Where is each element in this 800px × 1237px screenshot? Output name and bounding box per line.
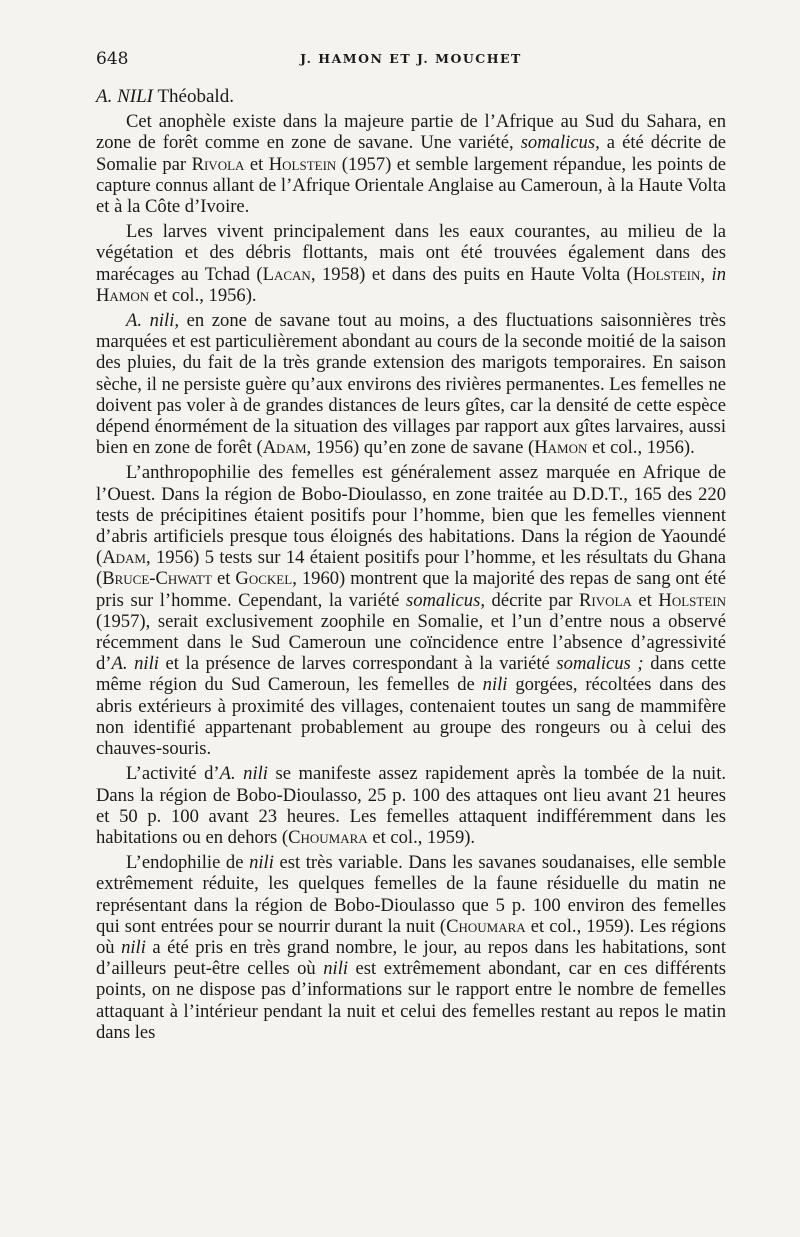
author-name: Holstein [658,589,726,611]
paragraph-endophily [96,852,726,1043]
text: , 1956) qu’en zone de savane ( [306,437,535,459]
italic-term: nili [249,852,274,874]
paragraph-distribution [96,111,726,217]
italic-term: A. nili [219,763,268,785]
author-name: Choumara [446,915,526,937]
text: et [631,589,659,611]
section-genus: A. [96,86,113,107]
page-number: 648 [96,49,129,69]
article-body [96,86,726,1047]
text: décrite par [484,589,579,611]
text: , 1958) et dans des puits en Haute Volta ( [310,263,633,285]
text: , [700,263,712,285]
author-name: Lacan [262,263,311,285]
text: , 1956) 5 tests sur 14 étaient positifs pour l’homme, et les résultats du Ghana ( [96,547,726,590]
author-name: Choumara [288,826,368,848]
italic-term: somalicus, [405,589,485,611]
text: (1957) et semble largement répandue, les points de capture connus allant de l’Afrique Orientale Anglaise au Cameroun, à la Haute Volta et à la Côte d’Ivoire. [96,153,726,218]
text: en zone de savane tout au moins, a des fluctuations saisonnières très marquées et est particulièrement abondant au cours de la seconde moitié de la saison des pluies, du fait de la très grande extension des marigots temporaires. En saison sèche, il ne persiste guère qu’aux environs des rivières permanentes. Les femelles ne doivent pas voler à de grandes distances de leurs gîtes, car la densité de cette espèce dépend énormément de la situation des villages par rapport aux gîtes larvaires, aussi bien en zone de forêt ( [96,310,726,459]
text: se manifeste assez rapidement après la tombée de la nuit. Dans la région de Bobo-Dioulasso, 25 p. 100 des attaques ont lieu avant 21 heures et 50 p. 100 avant 23 heures. Les femelles attaquent indifféremment dans les habitations ou en dehors ( [96,763,727,848]
italic-term: somalicus, [520,132,600,154]
author-name: Holstein [268,153,337,175]
section-title [96,86,726,107]
text: L’endophilie de [126,852,250,874]
text: Les larves vivent principalement dans les eaux courantes, au milieu de la végétation et des débris flottants, mais ont été trouvées également dans des marécages au Tchad ( [96,221,726,285]
italic-term: in [711,263,727,285]
author-name: Rivola [579,589,632,611]
text: a été décrite de Somalie par [96,132,726,175]
text: gorgées, récoltées dans des abris extérieurs à proximité des villages, contenaient toutes un sang de mammifère non identifié appartenant probablement au groupe des rongeurs ou à celui des chauves-souris. [96,674,726,760]
italic-term: A. nili, [126,310,180,332]
author-name: Hamon [96,284,150,306]
author-name: Hamon [534,437,588,459]
paragraph-larvae [96,221,726,306]
text: Cet anophèle existe dans la majeure partie de l’Afrique au Sud du Sahara, en zone de forêt comme en zone de savane. Une variété, [96,111,726,154]
author-name: Adam [102,547,146,569]
text: et col., 1959). Les régions où [96,915,726,958]
text: L’activité d’ [126,763,220,785]
text: est extrêmement abondant, car en ces différents points, on ne dispose pas d’informations sur le rapport entre le nombre de femelles attaquant à l’intérieur pendant la nuit et celui des femelles restant au repos le matin dans les [96,958,726,1043]
section-species: NILI [117,86,154,107]
text: , 1960) montrent que la majorité des repas de sang ont été pris sur l’homme. Cependant, la variété [96,568,727,611]
page-header [96,49,726,71]
text: et col., 1956). [149,284,257,306]
text: dans cette même région du Sud Cameroun, les femelles de [96,653,727,696]
text: L’anthropophilie des femelles est généralement assez marquée en Afrique de l’Ouest. Dans la région de Bobo-Dioulasso, en zone traitée au D.D.T., 165 des 220 tests de précipitines étaient positifs pour l’homme, bien que les femelles viennent d’abris artificiels presque tous éloignés des habitations. Dans la région de Yaoundé ( [96,462,726,569]
text: (1957), serait exclusivement zoophile en Somalie, et l’un d’entre nous a observé récemment dans le Sud Cameroun une coïncidence entre l’absence d’agressivité d’ [96,610,726,675]
text: et [244,153,269,175]
author-name: Rivola [191,153,245,175]
paragraph-anthropophily [96,462,726,759]
italic-term: nili [482,674,508,696]
text: a été pris en très grand nombre, le jour, au repos dans les habitations, sont d’ailleurs peut-être celles où [96,936,727,980]
italic-term: nili [323,958,349,980]
italic-term: nili [121,936,146,958]
text: et col., 1956). [587,437,695,459]
italic-term: A. nili [111,653,159,675]
author-name: Gockel [235,568,293,590]
paragraph-seasonality [96,310,726,458]
text: et col., 1959). [367,826,476,848]
text: et la présence de larves correspondant à la variété [158,653,557,675]
running-head: J. HAMON ET J. MOUCHET [300,51,522,66]
author-name: Holstein [632,263,701,285]
italic-term: somalicus ; [556,653,644,675]
section-author: Théobald. [157,86,234,107]
author-name: Adam [262,437,307,459]
author-name: Bruce-Chwatt [102,568,212,590]
text: et [211,568,236,590]
text: est très variable. Dans les savanes soudanaises, elle semble extrêmement réduite, les quelques femelles de la faune résiduelle du matin ne représentant dans la région de Bobo-Dioulasso que 5 p. 100 environ des femelles qui sont entrées pour se nourrir durant la nuit ( [96,852,726,937]
paragraph-activity [96,763,726,848]
